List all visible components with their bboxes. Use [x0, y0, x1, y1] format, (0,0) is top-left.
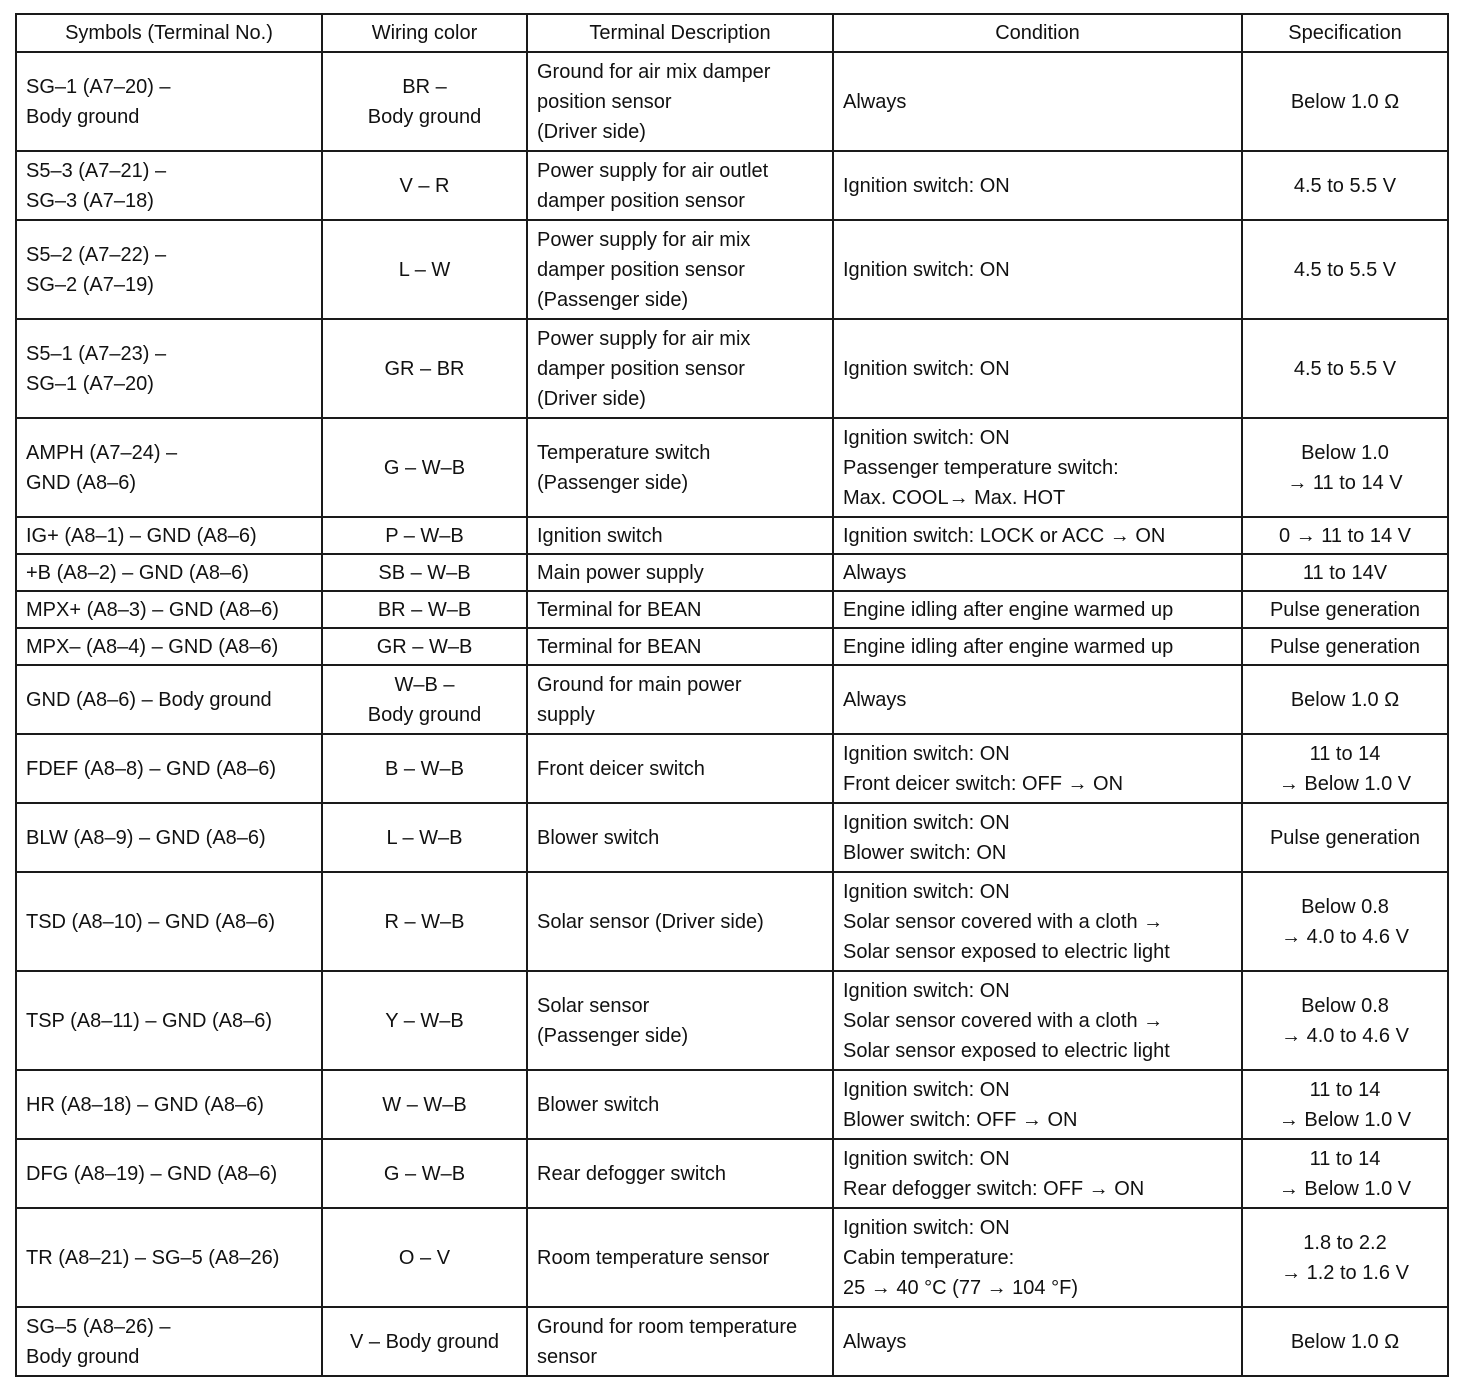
- cell-specification: 11 to 14 → Below 1.0 V: [1242, 1070, 1448, 1139]
- table-row: [16, 1208, 1448, 1307]
- cell-specification: Below 1.0 Ω: [1242, 52, 1448, 151]
- cell-terminal-description: Ignition switch: [527, 517, 833, 554]
- cell-symbols: BLW (A8–9) – GND (A8–6): [16, 803, 322, 872]
- cell-condition: Ignition switch: ON: [833, 220, 1242, 319]
- cell-wiring-color: W – W–B: [322, 1070, 527, 1139]
- cell-symbols: AMPH (A7–24) – GND (A8–6): [16, 418, 322, 517]
- cell-symbols: IG+ (A8–1) – GND (A8–6): [16, 517, 322, 554]
- cell-wiring-color: O – V: [322, 1208, 527, 1307]
- table-row: [16, 554, 1448, 591]
- table-row: [16, 665, 1448, 734]
- cell-specification: Pulse generation: [1242, 628, 1448, 665]
- cell-terminal-description: Ground for main power supply: [527, 665, 833, 734]
- table-row: [16, 872, 1448, 971]
- cell-condition: Ignition switch: ON Cabin temperature: 25 → 40 °C (77 → 104 °F): [833, 1208, 1242, 1307]
- cell-terminal-description: Main power supply: [527, 554, 833, 591]
- cell-condition: Always: [833, 554, 1242, 591]
- cell-condition: Always: [833, 665, 1242, 734]
- cell-specification: Below 0.8 → 4.0 to 4.6 V: [1242, 971, 1448, 1070]
- cell-symbols: TSP (A8–11) – GND (A8–6): [16, 971, 322, 1070]
- cell-specification: 11 to 14 → Below 1.0 V: [1242, 734, 1448, 803]
- table-row: [16, 151, 1448, 220]
- cell-terminal-description: Temperature switch (Passenger side): [527, 418, 833, 517]
- cell-terminal-description: Terminal for BEAN: [527, 591, 833, 628]
- cell-terminal-description: Solar sensor (Passenger side): [527, 971, 833, 1070]
- cell-terminal-description: Rear defogger switch: [527, 1139, 833, 1208]
- cell-symbols: HR (A8–18) – GND (A8–6): [16, 1070, 322, 1139]
- cell-wiring-color: L – W: [322, 220, 527, 319]
- header-terminal-description: Terminal Description: [527, 14, 833, 52]
- cell-wiring-color: G – W–B: [322, 418, 527, 517]
- cell-specification: Below 1.0 → 11 to 14 V: [1242, 418, 1448, 517]
- cell-terminal-description: Blower switch: [527, 803, 833, 872]
- cell-specification: 11 to 14V: [1242, 554, 1448, 591]
- table-row: [16, 1139, 1448, 1208]
- cell-specification: Pulse generation: [1242, 591, 1448, 628]
- cell-symbols: TSD (A8–10) – GND (A8–6): [16, 872, 322, 971]
- cell-terminal-description: Front deicer switch: [527, 734, 833, 803]
- cell-specification: 4.5 to 5.5 V: [1242, 151, 1448, 220]
- cell-wiring-color: B – W–B: [322, 734, 527, 803]
- cell-wiring-color: V – Body ground: [322, 1307, 527, 1376]
- cell-specification: 4.5 to 5.5 V: [1242, 319, 1448, 418]
- table-row: [16, 52, 1448, 151]
- cell-specification: Below 1.0 Ω: [1242, 1307, 1448, 1376]
- table-row: [16, 1070, 1448, 1139]
- header-condition: Condition: [833, 14, 1242, 52]
- cell-symbols: GND (A8–6) – Body ground: [16, 665, 322, 734]
- cell-condition: Ignition switch: ON: [833, 151, 1242, 220]
- cell-terminal-description: Terminal for BEAN: [527, 628, 833, 665]
- cell-symbols: S5–2 (A7–22) – SG–2 (A7–19): [16, 220, 322, 319]
- cell-wiring-color: Y – W–B: [322, 971, 527, 1070]
- cell-condition: Ignition switch: ON Blower switch: ON: [833, 803, 1242, 872]
- cell-symbols: SG–1 (A7–20) – Body ground: [16, 52, 322, 151]
- table-row: [16, 319, 1448, 418]
- cell-wiring-color: L – W–B: [322, 803, 527, 872]
- cell-condition: Ignition switch: ON Front deicer switch: OFF → ON: [833, 734, 1242, 803]
- cell-condition: Ignition switch: ON Blower switch: OFF → ON: [833, 1070, 1242, 1139]
- cell-wiring-color: GR – BR: [322, 319, 527, 418]
- cell-wiring-color: GR – W–B: [322, 628, 527, 665]
- terminal-spec-table: [15, 13, 1449, 1377]
- table-row: [16, 971, 1448, 1070]
- cell-condition: Always: [833, 52, 1242, 151]
- cell-terminal-description: Room temperature sensor: [527, 1208, 833, 1307]
- table-row: [16, 734, 1448, 803]
- cell-specification: Below 0.8 → 4.0 to 4.6 V: [1242, 872, 1448, 971]
- cell-specification: Pulse generation: [1242, 803, 1448, 872]
- cell-wiring-color: V – R: [322, 151, 527, 220]
- cell-wiring-color: BR – Body ground: [322, 52, 527, 151]
- cell-terminal-description: Power supply for air mix damper position sensor (Passenger side): [527, 220, 833, 319]
- table-row: [16, 803, 1448, 872]
- cell-wiring-color: R – W–B: [322, 872, 527, 971]
- cell-condition: Ignition switch: ON: [833, 319, 1242, 418]
- table-body: [16, 52, 1448, 1376]
- cell-condition: Ignition switch: ON Passenger temperature switch: Max. COOL→ Max. HOT: [833, 418, 1242, 517]
- table-row: [16, 1307, 1448, 1376]
- header-wiring-color: Wiring color: [322, 14, 527, 52]
- table-row: [16, 418, 1448, 517]
- cell-condition: Always: [833, 1307, 1242, 1376]
- cell-wiring-color: SB – W–B: [322, 554, 527, 591]
- cell-terminal-description: Power supply for air outlet damper position sensor: [527, 151, 833, 220]
- cell-terminal-description: Ground for room temperature sensor: [527, 1307, 833, 1376]
- cell-symbols: MPX+ (A8–3) – GND (A8–6): [16, 591, 322, 628]
- cell-condition: Ignition switch: ON Solar sensor covered with a cloth → Solar sensor exposed to electric light: [833, 971, 1242, 1070]
- cell-terminal-description: Solar sensor (Driver side): [527, 872, 833, 971]
- cell-wiring-color: W–B – Body ground: [322, 665, 527, 734]
- cell-specification: 1.8 to 2.2 → 1.2 to 1.6 V: [1242, 1208, 1448, 1307]
- cell-wiring-color: G – W–B: [322, 1139, 527, 1208]
- cell-condition: Engine idling after engine warmed up: [833, 628, 1242, 665]
- cell-wiring-color: BR – W–B: [322, 591, 527, 628]
- table-row: [16, 591, 1448, 628]
- table-header-row: [16, 14, 1448, 52]
- cell-terminal-description: Ground for air mix damper position sensor (Driver side): [527, 52, 833, 151]
- cell-symbols: DFG (A8–19) – GND (A8–6): [16, 1139, 322, 1208]
- cell-condition: Ignition switch: LOCK or ACC → ON: [833, 517, 1242, 554]
- cell-symbols: MPX– (A8–4) – GND (A8–6): [16, 628, 322, 665]
- table-row: [16, 628, 1448, 665]
- cell-symbols: FDEF (A8–8) – GND (A8–6): [16, 734, 322, 803]
- cell-symbols: S5–3 (A7–21) – SG–3 (A7–18): [16, 151, 322, 220]
- cell-specification: 0 → 11 to 14 V: [1242, 517, 1448, 554]
- cell-specification: 11 to 14 → Below 1.0 V: [1242, 1139, 1448, 1208]
- cell-wiring-color: P – W–B: [322, 517, 527, 554]
- cell-symbols: +B (A8–2) – GND (A8–6): [16, 554, 322, 591]
- cell-specification: 4.5 to 5.5 V: [1242, 220, 1448, 319]
- cell-symbols: TR (A8–21) – SG–5 (A8–26): [16, 1208, 322, 1307]
- table-row: [16, 220, 1448, 319]
- header-symbols: Symbols (Terminal No.): [16, 14, 322, 52]
- header-specification: Specification: [1242, 14, 1448, 52]
- cell-condition: Ignition switch: ON Rear defogger switch: OFF → ON: [833, 1139, 1242, 1208]
- cell-specification: Below 1.0 Ω: [1242, 665, 1448, 734]
- table-row: [16, 517, 1448, 554]
- cell-terminal-description: Blower switch: [527, 1070, 833, 1139]
- cell-condition: Engine idling after engine warmed up: [833, 591, 1242, 628]
- cell-terminal-description: Power supply for air mix damper position sensor (Driver side): [527, 319, 833, 418]
- cell-symbols: SG–5 (A8–26) – Body ground: [16, 1307, 322, 1376]
- cell-symbols: S5–1 (A7–23) – SG–1 (A7–20): [16, 319, 322, 418]
- cell-condition: Ignition switch: ON Solar sensor covered with a cloth → Solar sensor exposed to electric light: [833, 872, 1242, 971]
